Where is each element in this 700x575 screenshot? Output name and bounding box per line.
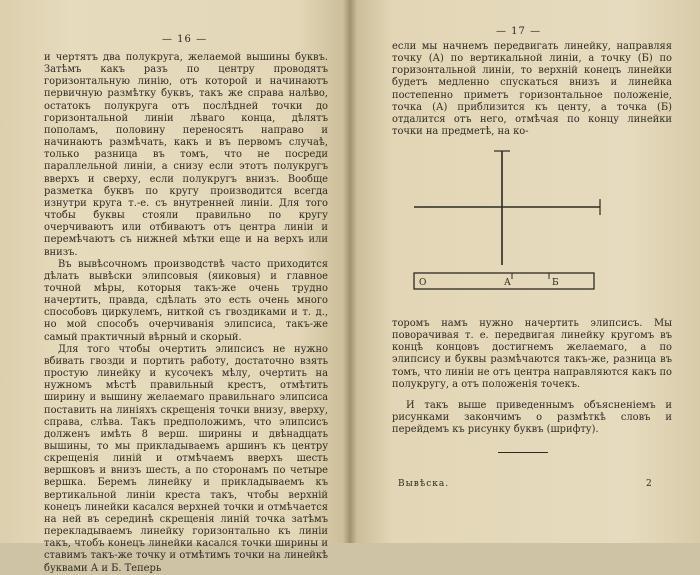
book-gutter [343, 0, 357, 543]
paragraph: торомъ намъ нужно начертить элипсисъ. Мы поворачивая т. е. передвигая линейку кругомъ въ концѣ концовъ достигнемъ желаемаго, а по элипсису и буквы размѣчаются такъ-же, разница въ томъ, что линіи не отъ центра направляются какъ по полукругу, а отъ положенія точекъ. [392, 318, 672, 390]
page-number-right: — 17 — [496, 26, 542, 37]
left-page [0, 0, 350, 574]
footer-signature: 2 [646, 479, 652, 489]
page-number-left: — 16 — [162, 34, 208, 45]
left-page-text [44, 52, 328, 575]
ellipse-construction-figure [414, 143, 644, 295]
ruler-label-b: Б [552, 278, 559, 288]
closing-rule [498, 452, 548, 453]
footer-title: Вывѣска. [398, 479, 450, 489]
paragraph: Для того чтобы очертить элипсисъ не нужно вбивать гвозди и портить работу, достаточно взять простую линейку и кусочекъ мѣлу, очертить на нужномъ мѣстѣ правильный крестъ, отмѣтить ширину и вышину желаемаго правильнаго элипсиса поставить на линіяхъ скрещенія точки внизу, вверху, справа, слѣва. Такъ предположимъ, что элипсисъ долженъ имѣть 8 верш. ширины и двѣнадцать вышины, то мы прикладываемъ аршинъ къ центру скрещенія линій и отмѣчаемъ вверхъ шесть вершковъ и внизъ шесть, а по сторонамъ по четыре вершка. Беремъ линейку и прикладываемъ къ вертикальной линіи креста такъ, чтобы верхній конецъ линейки касался верхней точки и отмѣчается на ней въ серединѣ скрещенія линій точка затѣмъ перекладываемъ линейку горизонтально къ линіи такъ, чтобъ конецъ линейки касался точки ширины и ставимъ такъ-же точку и отмѣтимъ точки на линейкѣ буквами А и Б. Теперь [44, 343, 328, 574]
paragraph: и чертятъ два полукруга, желаемой вышины буквъ. Затѣмъ какъ разъ по центру проводятъ горизонтальную линію, отъ которой и начинаютъ первичную размѣтку буквъ, такъ же справа налѣво, остатокъ полукруга отъ послѣдней точки до горизонтальной линіи лѣваго конца, дѣлятъ пополамъ, половину переносятъ направо и начинаютъ размѣчать, какъ и въ первомъ случаѣ, только разница въ томъ, что не посреди параллельной линіи, а снизу если этотъ полукругъ вверхъ и сверху, если полукругъ внизъ. Вообще разметка буквъ по кругу производится всегда изнутри круга т.-е. съ внутренней линіи. Для того чтобы буквы стояли правильно по кругу очерчиваютъ или отбиваютъ отъ центра линіи и перемѣчаютъ съ нижней мѣтки еще и на верхъ или внизъ. [44, 52, 328, 258]
right-page-text-middle [392, 318, 672, 391]
ruler-label-o: О [419, 278, 427, 288]
paragraph: Въ вывѣсочномъ производствѣ часто приходится дѣлать вывѣски элипсовыя (яиковыя) и главное точной мѣры, которыя такъ-же очень трудно начертить, правда, сдѣлать это есть очень много способовъ циркулемъ, ниткой съ гвоздиками и т. д., но мой способъ очерчиванія элипсиса, такъ-же самый практичный вѣрный и скорый. [44, 258, 328, 343]
ruler-label-a: А [504, 278, 511, 288]
right-page-text-top [392, 41, 672, 138]
paragraph: И такъ выше приведеннымъ объясненіемъ и рисунками закончимъ о размѣткѣ словъ и перейдемъ къ рисунку буквъ (шрифту). [392, 400, 672, 436]
paragraph: если мы начнемъ передвигать линейку, направляя точку (А) по вертикальной линіи, а точку (Б) по горизонтальной линіи, то верхній конецъ линейки будетъ медленно спускаться внизъ и линейка постепенно приметъ горизонтальное положеніе, точка (А) приблизится къ центу, а точка (Б) отдалится отъ него, отмѣчая по концу линейки точки на предметѣ, на ко- [392, 41, 672, 138]
right-page-text-bottom [392, 400, 672, 436]
right-page [350, 0, 700, 543]
